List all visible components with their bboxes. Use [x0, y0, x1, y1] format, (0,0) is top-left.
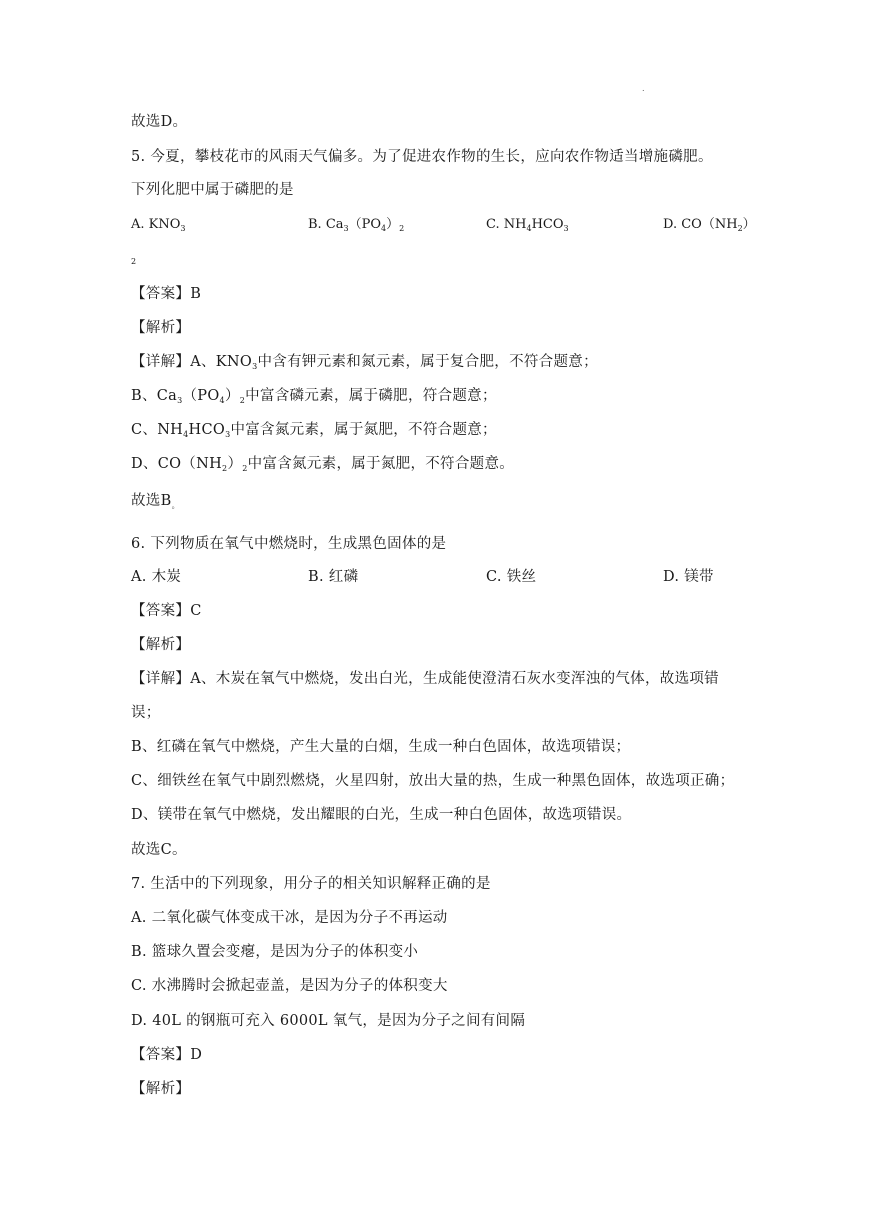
q5-option-a: A. $KNO_3$ — [131, 217, 186, 233]
q7-option-b: B. 篮球久置会变瘪，是因为分子的体积变小 — [131, 944, 419, 960]
q6-stem: 6. 下列物质在氧气中燃烧时，生成黑色固体的是 — [131, 536, 447, 552]
q6-conclusion: 故选C。 — [131, 842, 187, 858]
q6-detail-b: B、红磷在氧气中燃烧，产生大量的白烟，生成一种白色固体，故选项错误； — [131, 739, 631, 755]
q6-option-a: A. 木炭 — [131, 569, 182, 585]
q7-option-a: A. 二氧化碳气体变成干冰，是因为分子不再运动 — [131, 910, 448, 926]
q5-detail-c: C、$NH_4HCO_3$中富含氮元素，属于氮肥，不符合题意； — [131, 422, 497, 439]
q5-option-d-wrap: 2 — [131, 257, 137, 266]
q7-option-c: C. 水沸腾时会掀起壶盖，是因为分子的体积变大 — [131, 978, 448, 994]
q7-analysis-heading: 【解析】 — [131, 1081, 191, 1097]
q5-stem-line-1: 5. 今夏，攀枝花市的风雨天气偏多。为了促进农作物的生长，应向农作物适当增施磷肥。 — [131, 149, 713, 165]
q5-option-c: C. $NH_4HCO_3$ — [486, 217, 569, 233]
q6-option-d: D. 镁带 — [663, 569, 714, 585]
q6-option-b: B. 红磷 — [308, 569, 359, 585]
q7-stem: 7. 生活中的下列现象，用分子的相关知识解释正确的是 — [131, 876, 491, 892]
watermark-dot: . — [642, 84, 645, 93]
q5-option-d: D. $CO(NH_2)$ — [663, 217, 756, 233]
q5-stem-line-2: 下列化肥中属于磷肥的是 — [131, 182, 294, 198]
q5-detail-d: D、$CO(NH_2)_2$中富含氮元素，属于氮肥，不符合题意。 — [131, 456, 515, 473]
q4-conclusion: 故选D。 — [131, 114, 188, 130]
q6-detail-d: D、镁带在氧气中燃烧，发出耀眼的白光，生成一种白色固体，故选项错误。 — [131, 807, 632, 823]
q6-detail-c: C、细铁丝在氧气中剧烈燃烧，火星四射，放出大量的热，生成一种黑色固体，故选项正确； — [131, 773, 735, 789]
q5-detail-a: 【详解】A、$KNO_3$中含有钾元素和氮元素，属于复合肥，不符合题意； — [131, 354, 598, 371]
q5-option-b: B. $Ca_3(PO_4)_2$ — [308, 217, 405, 233]
q5-answer: 【答案】B — [131, 286, 202, 302]
q6-analysis-heading: 【解析】 — [131, 637, 191, 653]
q7-answer: 【答案】D — [131, 1047, 203, 1063]
q5-conclusion: 故选$B_。$ — [131, 493, 180, 510]
q6-answer: 【答案】C — [131, 603, 202, 619]
q5-analysis-heading: 【解析】 — [131, 320, 191, 336]
q5-detail-b: B、$Ca_3(PO_4)_2$中富含磷元素，属于磷肥，符合题意； — [131, 388, 497, 405]
q7-option-d: D. 40L 的钢瓶可充入 6000L 氧气，是因为分子之间有间隔 — [131, 1013, 526, 1029]
q6-option-c: C. 铁丝 — [486, 569, 537, 585]
q6-detail-a-wrap: 误； — [131, 705, 161, 721]
q6-detail-a: 【详解】A、木炭在氧气中燃烧，发出白光，生成能使澄清石灰水变浑浊的气体，故选项错 — [131, 671, 719, 687]
